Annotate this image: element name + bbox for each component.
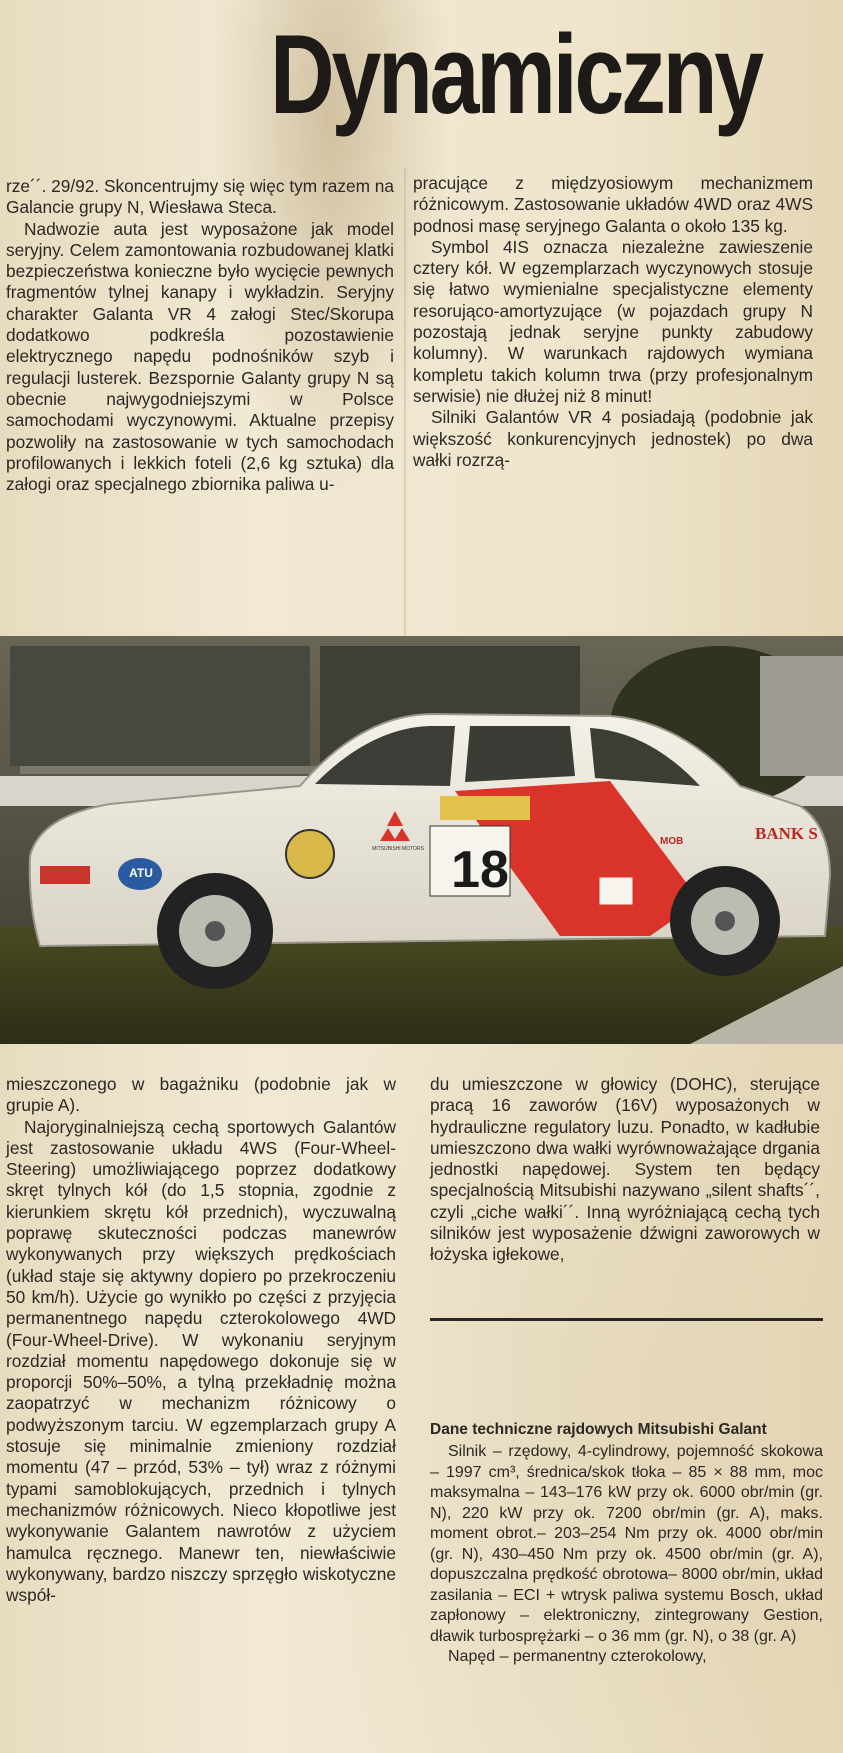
specs-title: Dane techniczne rajdowych Mitsubishi Galant	[430, 1421, 767, 1438]
race-number: 18	[451, 841, 509, 899]
rally-car-photo	[0, 636, 843, 1044]
technical-specs-box	[430, 1420, 823, 1668]
paragraph: pracujące z międzyosiowym mechanizmem różnicowym. Zastosowanie układów 4WD oraz 4WS podnosi masę seryjnego Galanta o około 135 kg.	[413, 173, 813, 236]
paragraph: Najoryginalniejszą cechą sportowych Galantów jest zastosowanie układu 4WS (Four-Wheel-Steering) umożliwiającego poprzez dodatkowy skręt tylnych kół (do 1,5 stopnia, zgodnie z kierunkiem skrętu kół przednich), wyczuwalną poprawę skuteczności podczas manewrów wykonywanych przy większych prędkościach (układ staje się aktywny dopiero po przekroczeniu 50 km/h). Użycie go wynikło po części z przyjęcia permanentnego napędu czterokolowego 4WD (Four-Wheel-Drive). W wykonaniu seryjnym rozdział momentu napędowego dokonuje się w proporcji 50%–50%, a tylną przekładnię można zaopatrzyć w mechanizm różnicowy o podwyższonym tarciu. W egzemplarzach grupy A stosuje się minimalnie zmieniony rozdział momentu (47 – przód, 53% – tył) wraz z różnymi typami samoblokujących, przednich i tylnych mechanizmów różnicowych. Nieco kłopotliwe jest wykonywanie Galantem nawrotów z użyciem hamulca ręcznego. Manewr ten, niewłaściwie wykonywany, bardzo niszczy sprzęgło wiskotyczne współ-	[6, 1116, 396, 1606]
paragraph: mieszczonego w bagażniku (podobnie jak w grupie A).	[6, 1074, 396, 1116]
section-divider	[430, 1318, 823, 1321]
column-bottom-left	[6, 1074, 396, 1606]
paragraph: du umieszczone w głowicy (DOHC), sterujące pracą 16 zaworów (16V) wyposażonych w hydrauliczne regulatory luzu. Ponadto, w kadłubie umieszczono dwa wałki wyrównoważające drgania jednostki napędowej. System ten będący specjalnością Mitsubishi nazywano „silent shafts´´, czyli „ciche wałki´´. Inną wyróżniającą cechą tych silników jest wyposażenie dźwigni zaworowych w łożyska igłekowe,	[430, 1074, 820, 1265]
paper-fold	[404, 168, 407, 638]
specs-paragraph: Silnik – rzędowy, 4-cylindrowy, pojemność skokowa – 1997 cm³, średnica/skok tłoka – 85 × 88 mm, moc maksymalna – 143–176 kW przy ok. 6000 obr/min (gr. N), 220 kW przy ok. 7200 obr/min (gr. A), maks. moment obrot.– 203–254 Nm przy ok. 4000 obr/min (gr. N), 430–450 Nm przy ok. 4500 obr/min (gr. A), dopuszczalna prędkość obrotowa– 8000 obr/min, układ zasilania – ECI + wtrysk paliwa systemu Bosch, układ zapłonowy – elektroniczny, zintegrowany Gestion, dławik turbosprężarki – o 36 mm (gr. N), o 38 (gr. A)	[430, 1443, 823, 1645]
paragraph: Symbol 4IS oznacza niezależne zawieszenie cztery kół. W egzemplarzach wyczynowych stosuje się łatwo wymienialne specjalistyczne elementy resorująco-amortyzujące (w pojazdach grupy N pozostają jednak seryjne punkty zabudowy kolumny). W warunkach rajdowych wymiana kompletu takich kolumn trwa (przy profesjonalnym serwisie) nie dłużej niż 8 minut!	[413, 236, 813, 406]
bank-sponsor-label: BANK S	[755, 824, 818, 843]
paragraph: Silniki Galantów VR 4 posiadają (podobnie jak większość konkurencyjnych jednostek) po dwa wałki rozrzą-	[413, 407, 813, 470]
specs-paragraph: Napęd – permanentny czterokolowy,	[448, 1648, 707, 1665]
atu-logo: ATU	[129, 866, 153, 880]
mob-label: MOB	[660, 836, 684, 847]
column-top-right	[413, 173, 813, 471]
paragraph: rze´´. 29/92. Skoncentrujmy się więc tym razem na Galancie grupy N, Wiesława Steca.	[6, 176, 395, 218]
paragraph: Nadwozie auta jest wyposażone jak model seryjny. Celem zamontowania rozbudowanej klatki bezpieczeństwa konieczne było wycięcie pewnych fragmentów tylnej kanapy i wykładzin. Seryjny charakter Galanta VR 4 załogi Stec/Skorupa dodatkowo podkreśla pozostawienie elektrycznego napędu podnośników szyb i regulacji lusterek. Bezspornie Galanty grupy N są obecnie najwygodniejszymi w Polsce samochodami wyczynowymi. Aktualne przepisy pozwoliły na zastosowanie w tych samochodach profilowanych i lekkich foteli (2,6 kg sztuka) dla załogi oraz specjalnego zbiornika paliwa u-	[6, 218, 394, 495]
mitsubishi-label: MITSUBISHI MOTORS	[372, 846, 424, 852]
column-top-left	[6, 176, 394, 495]
headline: Dynamiczny	[270, 12, 761, 137]
column-bottom-right	[430, 1074, 820, 1266]
